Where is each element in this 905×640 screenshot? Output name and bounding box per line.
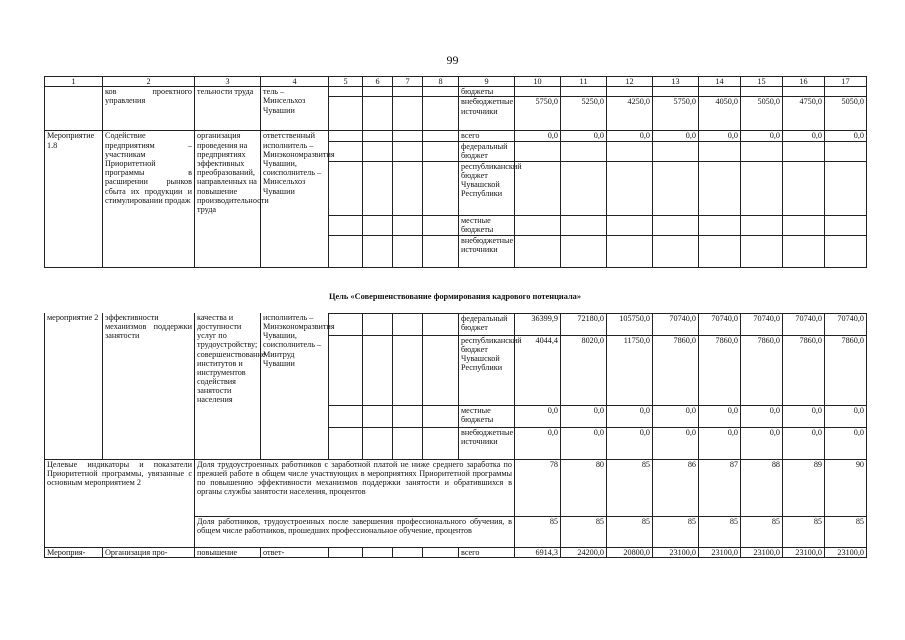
funding-source: местные бюджеты (459, 405, 515, 427)
value-cell (561, 215, 607, 235)
indicator-value: 87 (699, 459, 741, 516)
value-cell (515, 87, 561, 97)
value-cell: 5250,0 (561, 97, 607, 131)
event-outcome: тельности труда (195, 87, 261, 131)
value-cell (699, 141, 741, 161)
empty-cell (329, 335, 363, 405)
value-cell: 7860,0 (699, 335, 741, 405)
indicator-value: 90 (825, 459, 867, 516)
value-cell: 4050,0 (699, 97, 741, 131)
value-cell (741, 87, 783, 97)
value-cell (607, 215, 653, 235)
empty-cell (423, 427, 459, 459)
column-number: 10 (515, 77, 561, 87)
value-cell (607, 235, 653, 267)
event-name: мероприятие 2 (45, 303, 103, 459)
value-cell: 23100,0 (825, 547, 867, 557)
empty-cell (393, 87, 423, 97)
empty-cell (329, 427, 363, 459)
empty-cell (363, 313, 393, 335)
empty-cell (423, 547, 459, 557)
empty-cell (363, 97, 393, 131)
value-cell: 0,0 (825, 427, 867, 459)
event-outcome: организация проведения на предприятиях эффективных преобразований, направленных на повышение производительности труда (195, 131, 261, 267)
value-cell (699, 235, 741, 267)
empty-cell (393, 141, 423, 161)
value-cell: 0,0 (515, 131, 561, 141)
page-number: 99 (446, 53, 459, 67)
indicator-value: 85 (561, 516, 607, 547)
empty-cell (393, 97, 423, 131)
value-cell (699, 161, 741, 215)
event-description: Содействие предприятиям – участникам Приоритетной программы в расширении рынков сбыта их продукции и стимулировании продаж (103, 131, 195, 267)
event-responsible: ответственный исполнитель – Минэкономразвития Чувашии, соисполнитель – Минсельхоз Чувашии (261, 131, 329, 267)
empty-cell (423, 131, 459, 141)
value-cell (515, 215, 561, 235)
value-cell: 24200,0 (561, 547, 607, 557)
value-cell: 70740,0 (653, 313, 699, 335)
value-cell: 105750,0 (607, 313, 653, 335)
funding-source: всего (459, 547, 515, 557)
empty-cell (363, 87, 393, 97)
value-cell (653, 161, 699, 215)
value-cell: 4750,0 (783, 97, 825, 131)
value-cell (741, 215, 783, 235)
value-cell: 5050,0 (741, 97, 783, 131)
value-cell: 0,0 (825, 405, 867, 427)
value-cell (783, 161, 825, 215)
empty-cell (329, 131, 363, 141)
value-cell: 6914,3 (515, 547, 561, 557)
empty-cell (393, 427, 423, 459)
value-cell: 11750,0 (607, 335, 653, 405)
value-cell (825, 235, 867, 267)
column-number: 17 (825, 77, 867, 87)
indicator-value: 85 (825, 516, 867, 547)
value-cell: 70740,0 (699, 313, 741, 335)
event-outcome: качества и доступности услуг по трудоустройству; совершенствование институтов и инструментов содействия занятости населения (195, 303, 261, 459)
funding-source: местные бюджеты (459, 215, 515, 235)
empty-cell (329, 161, 363, 215)
value-cell: 7860,0 (741, 335, 783, 405)
funding-source: внебюджетные источники (459, 427, 515, 459)
value-cell (653, 235, 699, 267)
value-cell: 4250,0 (607, 97, 653, 131)
empty-cell (329, 547, 363, 557)
value-cell: 5050,0 (825, 97, 867, 131)
table-row (45, 131, 867, 141)
value-cell: 0,0 (515, 427, 561, 459)
table-row (45, 87, 867, 97)
value-cell: 23100,0 (699, 547, 741, 557)
empty-cell (423, 161, 459, 215)
funding-source: внебюджетные источники (459, 97, 515, 131)
value-cell: 0,0 (741, 405, 783, 427)
empty-cell (393, 405, 423, 427)
column-number: 13 (653, 77, 699, 87)
column-number: 1 (45, 77, 103, 87)
column-number: 5 (329, 77, 363, 87)
value-cell (561, 161, 607, 215)
value-cell (741, 161, 783, 215)
empty-cell (329, 87, 363, 97)
value-cell: 0,0 (653, 405, 699, 427)
indicator-value: 85 (783, 516, 825, 547)
value-cell: 70740,0 (741, 313, 783, 335)
indicator-value: 85 (741, 516, 783, 547)
event-responsible: исполнитель – Минэкономразвития Чувашии, соисполнитель – Минтруд Чувашии (261, 303, 329, 459)
empty-cell (393, 161, 423, 215)
indicator-value: 88 (741, 459, 783, 516)
indicators-label: Целевые индикаторы и показатели Приоритетной программы, увязанные с основным мероприятием 2 (45, 459, 195, 547)
empty-cell (423, 97, 459, 131)
table-row (45, 459, 867, 516)
value-cell (561, 141, 607, 161)
value-cell: 70740,0 (825, 313, 867, 335)
value-cell: 0,0 (561, 427, 607, 459)
empty-cell (393, 235, 423, 267)
event-description: ков проектного управления (103, 87, 195, 131)
value-cell: 0,0 (699, 405, 741, 427)
event-name: Мероприятие 1.8 (45, 131, 103, 267)
value-cell: 36399,9 (515, 313, 561, 335)
empty-cell (423, 87, 459, 97)
value-cell: 23100,0 (653, 547, 699, 557)
event-description: Организация про- (103, 547, 195, 557)
column-number: 14 (699, 77, 741, 87)
column-number: 6 (363, 77, 393, 87)
column-number: 15 (741, 77, 783, 87)
indicator-value: 86 (653, 459, 699, 516)
event-name (45, 87, 103, 131)
value-cell: 0,0 (515, 405, 561, 427)
empty-cell (423, 215, 459, 235)
value-cell (699, 87, 741, 97)
column-number: 2 (103, 77, 195, 87)
indicator-value: 85 (653, 516, 699, 547)
column-number: 9 (459, 77, 515, 87)
goal-heading: Цель «Совершенствование формирования кадрового потенциала» (328, 292, 582, 301)
funding-source: всего (459, 131, 515, 141)
empty-cell (329, 97, 363, 131)
event-responsible: тель – Минсельхоз Чувашии (261, 87, 329, 131)
value-cell (783, 215, 825, 235)
indicator-value: 89 (783, 459, 825, 516)
value-cell (607, 161, 653, 215)
column-number: 3 (195, 77, 261, 87)
indicator-value: 85 (607, 516, 653, 547)
empty-cell (363, 335, 393, 405)
value-cell: 0,0 (561, 131, 607, 141)
empty-cell (393, 547, 423, 557)
value-cell: 23100,0 (741, 547, 783, 557)
indicator-value: 85 (607, 459, 653, 516)
value-cell (653, 141, 699, 161)
value-cell: 5750,0 (653, 97, 699, 131)
value-cell (825, 161, 867, 215)
value-cell (607, 141, 653, 161)
empty-cell (329, 235, 363, 267)
value-cell: 70740,0 (783, 313, 825, 335)
value-cell: 20800,0 (607, 547, 653, 557)
value-cell: 7860,0 (783, 335, 825, 405)
empty-cell (363, 405, 393, 427)
value-cell: 0,0 (783, 405, 825, 427)
indicator-value: 85 (515, 516, 561, 547)
funding-source: республиканский бюджет Чувашской Республики (459, 161, 515, 215)
value-cell (561, 87, 607, 97)
value-cell: 8020,0 (561, 335, 607, 405)
value-cell: 0,0 (607, 427, 653, 459)
indicator-text: Доля трудоустроенных работников с заработной платой не ниже среднего заработка по прежней работе в общем числе участвующих в мероприятиях Приоритетной программы по повышению эффективности механизмов поддержки занятости и обратившихся в органы службы занятости населения, процентов (195, 459, 515, 516)
indicator-value: 80 (561, 459, 607, 516)
value-cell (825, 87, 867, 97)
empty-cell (363, 131, 393, 141)
value-cell: 5750,0 (515, 97, 561, 131)
empty-cell (423, 313, 459, 335)
funding-source: внебюджетные источники (459, 235, 515, 267)
empty-cell (363, 427, 393, 459)
value-cell (653, 87, 699, 97)
empty-cell (423, 141, 459, 161)
empty-cell (423, 405, 459, 427)
value-cell: 0,0 (653, 427, 699, 459)
indicator-value: 85 (699, 516, 741, 547)
event-description: эффективности механизмов поддержки занятости (103, 303, 195, 459)
empty-cell (363, 215, 393, 235)
budget-table (44, 76, 867, 558)
value-cell (699, 215, 741, 235)
value-cell (515, 235, 561, 267)
event-responsible: ответ- (261, 547, 329, 557)
indicator-value: 78 (515, 459, 561, 516)
value-cell (783, 141, 825, 161)
value-cell: 0,0 (607, 405, 653, 427)
value-cell: 0,0 (741, 427, 783, 459)
indicator-text: Доля работников, трудоустроенных после завершения профессионального обучения, в общем числе работников, прошедших профессиональное обучение, процентов (195, 516, 515, 547)
empty-cell (363, 161, 393, 215)
funding-source: бюджеты (459, 87, 515, 97)
value-cell: 0,0 (653, 131, 699, 141)
empty-cell (393, 131, 423, 141)
funding-source: федеральный бюджет (459, 141, 515, 161)
value-cell (515, 141, 561, 161)
value-cell: 7860,0 (653, 335, 699, 405)
empty-cell (363, 235, 393, 267)
event-name: Мероприя- (45, 547, 103, 557)
value-cell: 0,0 (699, 131, 741, 141)
empty-cell (329, 405, 363, 427)
column-number: 7 (393, 77, 423, 87)
empty-cell (423, 235, 459, 267)
value-cell (607, 87, 653, 97)
value-cell: 4044,4 (515, 335, 561, 405)
value-cell (825, 141, 867, 161)
column-number: 4 (261, 77, 329, 87)
column-number: 16 (783, 77, 825, 87)
empty-cell (363, 141, 393, 161)
empty-cell (329, 215, 363, 235)
value-cell: 0,0 (607, 131, 653, 141)
value-cell: 7860,0 (825, 335, 867, 405)
value-cell (561, 235, 607, 267)
value-cell (741, 141, 783, 161)
empty-cell (363, 547, 393, 557)
column-number: 12 (607, 77, 653, 87)
value-cell (653, 215, 699, 235)
funding-source: республиканский бюджет Чувашской Республики (459, 335, 515, 405)
empty-cell (393, 215, 423, 235)
table-row (45, 547, 867, 557)
value-cell: 0,0 (561, 405, 607, 427)
empty-cell (423, 335, 459, 405)
column-number: 11 (561, 77, 607, 87)
value-cell: 0,0 (699, 427, 741, 459)
value-cell: 23100,0 (783, 547, 825, 557)
value-cell: 0,0 (783, 131, 825, 141)
value-cell (783, 87, 825, 97)
empty-cell (393, 335, 423, 405)
value-cell: 0,0 (783, 427, 825, 459)
value-cell: 0,0 (741, 131, 783, 141)
value-cell: 0,0 (825, 131, 867, 141)
value-cell (825, 215, 867, 235)
value-cell (783, 235, 825, 267)
value-cell (741, 235, 783, 267)
event-outcome: повышение (195, 547, 261, 557)
table-row (45, 77, 867, 87)
funding-source: федеральный бюджет (459, 313, 515, 335)
empty-cell (393, 313, 423, 335)
column-number: 8 (423, 77, 459, 87)
value-cell: 72180,0 (561, 313, 607, 335)
